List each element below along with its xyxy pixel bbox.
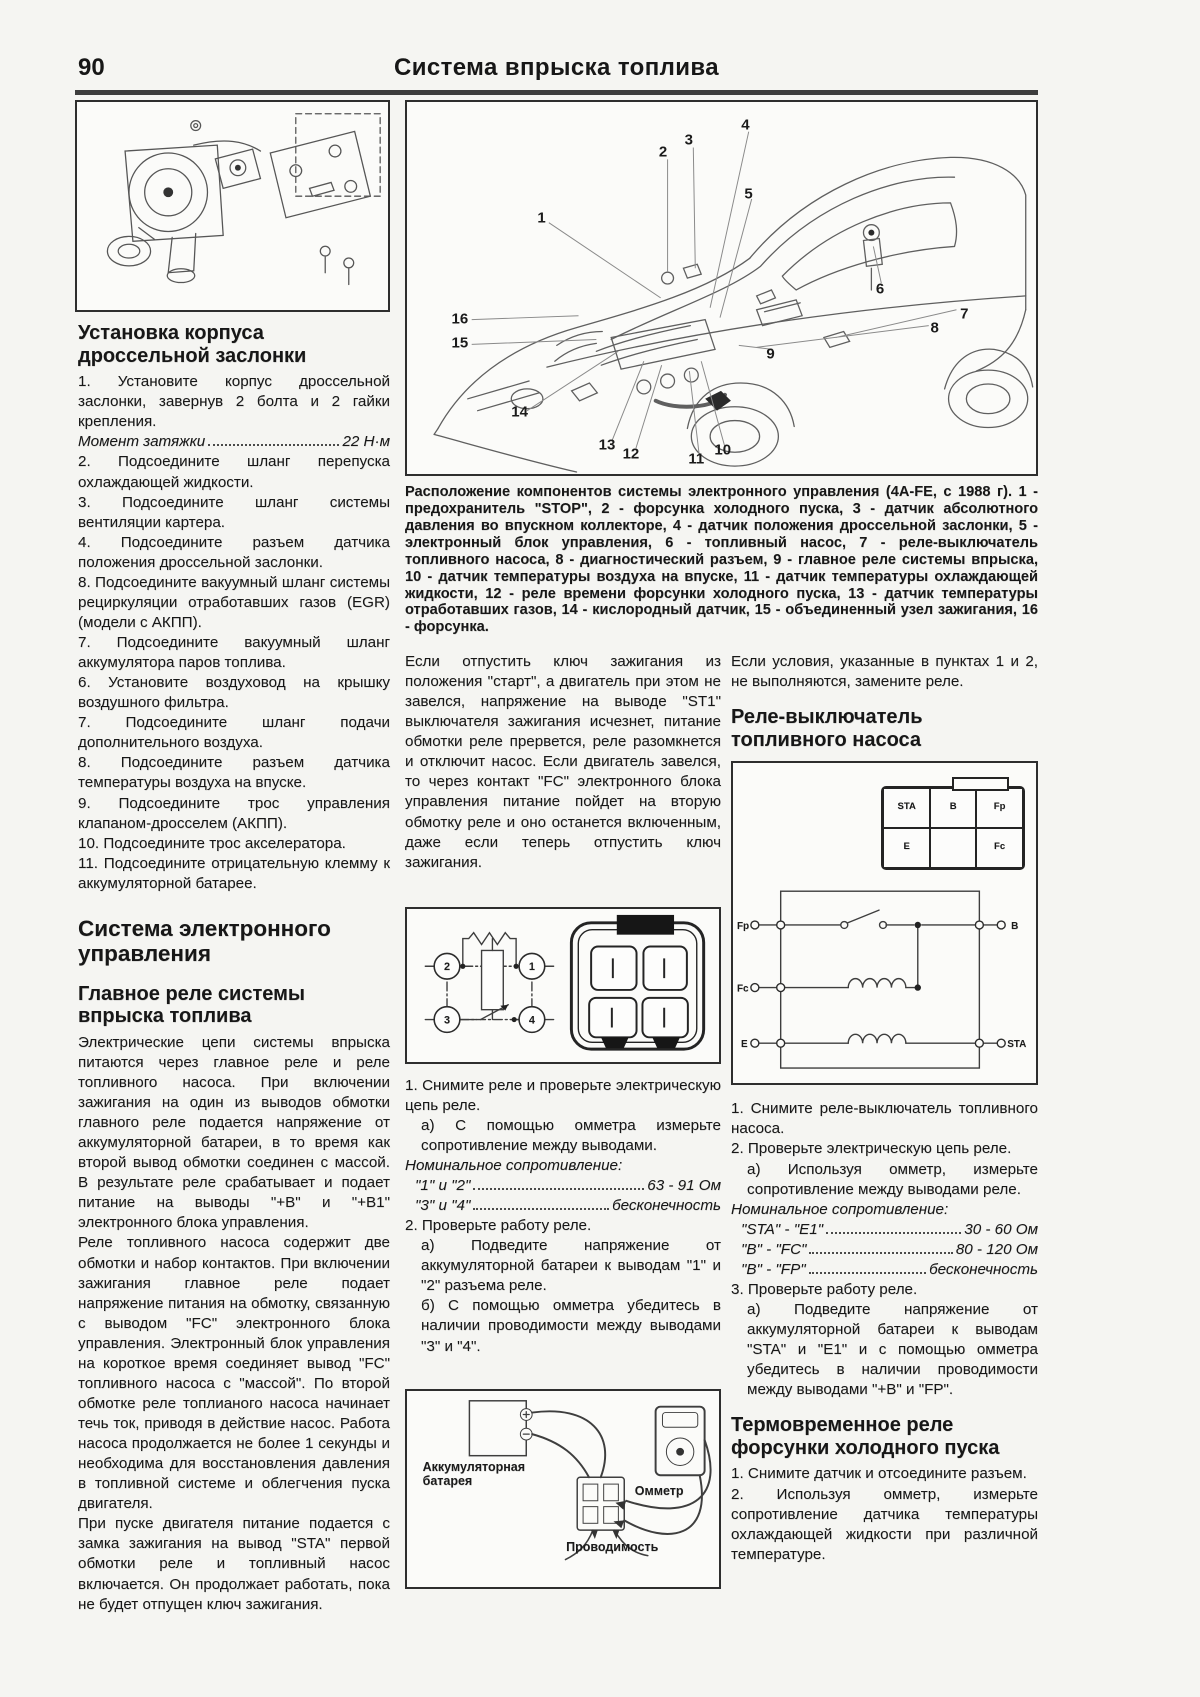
relay-terminal-2: 2 (444, 960, 451, 973)
continuity-label: Проводимость (566, 1540, 659, 1555)
connector-cell-blank (930, 828, 976, 868)
torque-label: Момент затяжки (78, 433, 206, 451)
dotted-leader (473, 1208, 609, 1210)
resistance-spec-list (731, 1220, 1038, 1280)
car-callout-1: 1 (537, 209, 546, 227)
figure-caption: Расположение компонентов системы электронного управления (4A-FE, с 1988 г). 1 - предохранитель "STOP", 2 - форсунка холодного пуска, 3 - датчик абсолютного давления во впускном коллекторе, 4 - датчик положения дроссельной заслонки, 5 - электронный блок управления, 6 - топливный насос, 7 - реле-выключатель топливного насоса, 8 - диагностический разъем, 9 - главное реле системы впрыска, 10 - датчик температуры воздуха на впуске, 11 - датчик температуры охлаждающей жидкости, 12 - реле времени форсунки холодного пуска, 13 - датчик температуры отработавших газов, 14 - кислородный датчик, 15 - объединенный узел зажигания, 16 - форсунка. (405, 484, 1038, 636)
page-title: Система впрыска топлива (393, 54, 720, 81)
step-2a: а) Подведите напряжение от аккумуляторной батареи к выводам "1" и "2" разъема реле. (421, 1237, 721, 1295)
spec-row (731, 1260, 1038, 1280)
car-callout-10: 10 (714, 441, 732, 459)
main-relay-circuit-and-connector (407, 909, 719, 1062)
step-1: 1. Снимите реле-выключатель топливного насоса. (731, 1100, 1038, 1138)
dotted-leader (473, 1188, 644, 1190)
ohmmeter-label: Омметр (634, 1483, 684, 1498)
step-2b: б) С помощью омметра убедитесь в наличии проводимости между выводами "3" и "4". (421, 1297, 721, 1355)
spec-row (731, 1240, 1038, 1260)
spec-terminals: "3" и "4" (415, 1197, 471, 1215)
car-diagram (407, 102, 1036, 474)
spec-value: 80 - 120 Ом (955, 1240, 1038, 1258)
section-heading-throttle-install: Установка корпуса дроссельной заслонки (78, 322, 307, 367)
relay-test-wiring-figure (405, 1389, 721, 1589)
terminal-label-b: B (1011, 921, 1019, 933)
relay-terminal-4: 4 (528, 1014, 535, 1027)
car-callout-15: 15 (451, 334, 469, 352)
pump-relay-figure (731, 761, 1038, 1085)
step: 1. Установите корпус дроссельной заслонки, завернув 2 болта и 2 гайки крепления. (78, 373, 390, 431)
header-rule (75, 90, 1038, 95)
car-components-figure (405, 100, 1038, 476)
connector-cell-fp: Fp (976, 788, 1022, 828)
terminal-label-sta: STA (1007, 1039, 1027, 1051)
relay-operation-paragraph: Если отпустить ключ зажигания из положения "старт", а двигатель при этом не завелся, напряжение на выводе "ST1" выключателя зажигания исчезнет, питание обмотки реле прервется, реле разомкнется и отключит насос. Если двигатель завелся, то через контакт "FC" электронного блока управления питание пойдет на вторую обмотку реле и оно останется включенным, даже если теперь отпустить ключ зажигания. (405, 653, 721, 871)
car-callout-9: 9 (766, 345, 775, 363)
torque-spec-row (78, 432, 390, 452)
left-column (78, 322, 390, 1615)
spec-terminals: "B" - "FP" (741, 1260, 806, 1278)
car-callout-16: 16 (451, 310, 469, 327)
car-callout-3: 3 (684, 131, 693, 149)
car-callout-4: 4 (741, 116, 750, 134)
spec-terminals: "1" и "2" (415, 1177, 471, 1194)
section-heading-ecs: Система электронного управления (78, 915, 331, 967)
step-3a: а) Подведите напряжение от аккумуляторной батареи к выводам "STA" и "E1" и с помощью омметра убедитесь в наличии проводимости между выводами "+B" и "FP". (747, 1300, 1038, 1399)
dotted-leader (809, 1272, 927, 1274)
paragraph: При пуске двигателя питание подается с замка зажигания на вывод "STA" первой обмотки реле и топливный насос включается. Он продолжает работать, пока не будет отпущен ключ зажигания. (78, 1515, 390, 1613)
step: 8. Подсоедините разъем датчика температуры воздуха на впуске. (78, 754, 390, 792)
torque-value: 22 Н·м (342, 433, 390, 451)
spec-value: бесконечность (612, 1197, 721, 1215)
step: 11. Подсоедините отрицательную клемму к аккумуляторной батарее. (78, 854, 390, 892)
connector-cell-fc: Fc (976, 828, 1022, 868)
terminal-label-e: E (740, 1039, 748, 1051)
step: 7. Подсоедините вакуумный шланг аккумулятора паров топлива. (78, 634, 390, 672)
dotted-leader (809, 1252, 952, 1254)
step-2: 2. Проверьте электрическую цепь реле. (731, 1140, 1012, 1158)
spec-terminals: "B" - "FC" (741, 1240, 807, 1258)
step-1: 1. Снимите реле и проверьте электрическую цепь реле. (405, 1076, 721, 1114)
spec-value: 63 - 91 Ом (647, 1177, 721, 1194)
connector-cell-sta: STA (883, 788, 929, 828)
section-heading-pump-relay: Реле-выключатель топливного насоса (731, 706, 923, 751)
step: 10. Подсоедините трос акселератора. (78, 834, 346, 852)
car-callout-7: 7 (960, 305, 969, 323)
car-callout-13: 13 (598, 436, 616, 454)
resistance-spec-list (405, 1176, 721, 1216)
install-steps-a (78, 372, 390, 432)
nominal-resistance-header: Номинальное сопротивление: (405, 1156, 623, 1174)
middle-column (405, 652, 721, 1589)
section-heading-main-relay: Главное реле системы впрыска топлива (78, 982, 305, 1028)
connector-cell-e: E (883, 828, 929, 868)
spec-value: бесконечность (929, 1260, 1038, 1278)
relay-connector (881, 786, 1024, 870)
relay-terminal-3: 3 (444, 1014, 451, 1027)
step-2: 2. Проверьте работу реле. (405, 1217, 592, 1235)
main-relay-paragraphs (78, 1033, 390, 1615)
paragraph: Реле топливного насоса содержит две обмотки и набор контактов. При включении зажигания главное реле подает напряжение питания на обмотку, связанную с выводом "FC" электронного блока управления. Электронный блок управления на короткое время соединяет вывод "FC" топливного насоса с "массой". По второй обмотке реле топлианого насоса начинает течь ток, приводя в действие насос. Работа насоса продолжается не более 1 секунды и необходима для восстановления давления в топливной системе и облегчения пуска двигателя. (78, 1234, 390, 1513)
section-heading-cold-start-relay: Термовременное реле форсунки холодного пуска (731, 1414, 1000, 1459)
connector-cell-b: B (930, 788, 976, 828)
spec-row (731, 1220, 1038, 1240)
terminal-label-fc: Fc (736, 983, 749, 995)
car-callout-8: 8 (930, 319, 939, 337)
car-callout-2: 2 (658, 143, 668, 161)
step-3: 3. Проверьте работу реле. (731, 1280, 918, 1298)
engine-parts (511, 225, 885, 409)
car-callout-6: 6 (875, 280, 885, 298)
step: 4. Подсоедините разъем датчика положения дроссельной заслонки. (78, 533, 390, 571)
dotted-leader (208, 444, 339, 446)
nominal-resistance-header: Номинальное сопротивление: (731, 1200, 949, 1218)
right-column (731, 652, 1038, 1565)
replace-relay-note: Если условия, указанные в пунктах 1 и 2, не выполняются, замените реле. (731, 653, 1038, 691)
throttle-body-figure (75, 100, 390, 312)
car-callout-11: 11 (688, 450, 705, 468)
step-1a: а) С помощью омметра измерьте сопротивление между выводами. (421, 1116, 721, 1154)
step: 6. Установите воздуховод на крышку воздушного фильтра. (78, 674, 390, 712)
install-steps-b (78, 452, 390, 893)
relay-terminal-1: 1 (528, 960, 535, 973)
throttle-body-drawing (77, 102, 388, 310)
step: 3. Подсоедините шланг системы вентиляции картера. (78, 493, 390, 531)
thermo-step-2: 2. Используя омметр, измерьте сопротивление датчика температуры охлаждающей жидкости при различной температуре. (731, 1485, 1038, 1563)
main-relay-figure (405, 907, 721, 1064)
spec-terminals: "STA" - "E1" (741, 1220, 824, 1238)
car-outline (434, 157, 1033, 472)
dotted-leader (826, 1232, 961, 1234)
spec-row (405, 1196, 721, 1216)
step: 7. Подсоедините шланг подачи дополнительного воздуха. (78, 714, 390, 752)
spec-row (405, 1176, 721, 1196)
step: 9. Подсоедините трос управления клапаном-дросселем (АКПП). (78, 794, 390, 832)
battery-label: Аккумуляторная батарея (422, 1460, 526, 1488)
car-callout-14: 14 (511, 403, 528, 421)
spec-value: 30 - 60 Ом (964, 1220, 1038, 1238)
step: 8. Подсоедините вакуумный шланг системы рециркуляции отработавших газов (EGR) (модели с АКПП). (78, 573, 390, 631)
step-2a: а) Используя омметр, измерьте сопротивление между выводами реле. (747, 1160, 1038, 1198)
car-callout-12: 12 (622, 445, 640, 463)
terminal-label-fp: Fp (736, 921, 750, 933)
paragraph: Электрические цепи системы впрыска питаются через главное реле и реле топливного насоса. При включении зажигания на один из выводов обмотки главного реле подается напряжение от аккумуляторной батареи, в то время как второй вывод обмотки соединен с массой. В результате реле срабатывает и подает питание на выводы "+B" и "+B1" электронного блока управления. (78, 1033, 390, 1232)
car-callout-5: 5 (744, 185, 753, 202)
thermo-step-1: 1. Снимите датчик и отсоедините разъем. (731, 1465, 1027, 1483)
step: 2. Подсоедините шланг перепуска охлаждающей жидкости. (78, 453, 390, 491)
page-number: 90 (78, 54, 105, 81)
